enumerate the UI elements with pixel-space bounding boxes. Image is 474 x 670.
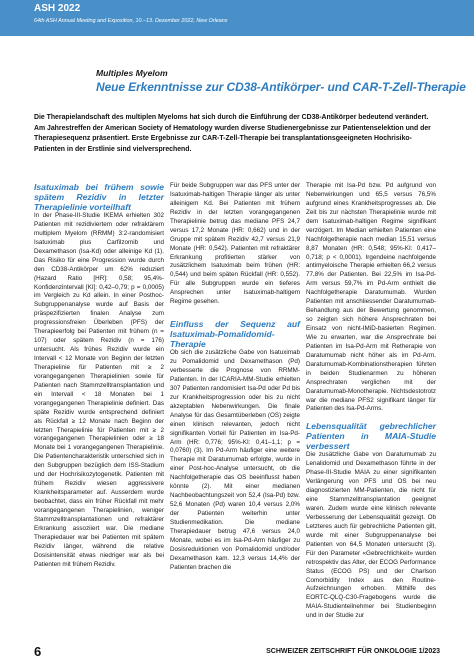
section-heading-lebensqualitaet: Lebensqualität gebrechlicher Patienten in MAIA-Studie verbessert: [306, 421, 436, 452]
header-bar: [0, 0, 474, 36]
column-3-body-2: Die zusätzliche Gabe von Daratumumab zu Lenalidomid und Dexamethason führte in der Phase-III-Studie MAIA zu einer signifikanten Verlängerung von PFS und OS bei neu diagnostizierten MM-Patienten, die nicht für eine Stammzelltransplantation geeignet waren. Zudem wurde eine klinisch relevante Verbesserung der Lebensqualität gezeigt. Ob Letzteres auch für gebrechliche Patienten gilt, wurde mit einer Subgruppenanalyse bei Patienten von 64,5 Monaten untersucht (3). Für den Parameter «Gebrechlichkeit» wurden retrospektiv das Alter, der ECOG Performance Status (ECOG PS) und der Charlson Comorbidity Index aus den Routine-Aufzeichnungen erhoben. Mithilfe des EORTC-QLQ-C30-Fragebogens wurde die MAIA-Studienteilnehmer bei Studienbeginn und in der Studie zur: [306, 451, 436, 620]
section-heading-sequenz: Einfluss der Sequenz auf Isatuximab-Pomalidomid-Therapie: [170, 319, 300, 350]
column-1: [34, 182, 164, 570]
column-2: [170, 182, 300, 573]
page-number: 6: [34, 644, 42, 659]
column-3: [306, 182, 436, 621]
column-3-body-1: Therapie mit Isa-Pd bzw. Pd aufgrund von Nebenwirkungen und 65,5 versus 76,5% aufgrund eines Krankheitsprogresses ab. Die Zeit bis zur nächsten Therapielinie wurde mit dem Isatuximab-haltigen Regime signifikant verzögert. Im Median erhielten Patienten eine Nachfolgetherapie nach median 15,51 versus 8,87 Monaten (HR: 0,548; 95%-KI: 0,417–0,718; p < 0,0001). Irgendeine nachfolgende antimyeloische Therapie erhielten 66,2 versus 77,8% der Patienten. Bei 22,5% im Isa-Pd-Arm versus 59,7% im Pd-Arm enthielt die Nachfolgetherapie Daratumumab. Wurden Patienten mit anschliessender Daratumumab-Behandlung aus der Bewertung genommen, so zeigten sich höhere Ansprechraten bei Einsatz von nicht-IMiD-basierten Regimen. Wie zu erwarten, war die Ansprechrate bei Patienten im Isa-Pd-Arm mit Retherapie von Daratumumab nicht höher als im Pd-Arm. Daratumumab-Kombinationstherapien führten in beiden Studienarmen zu höheren Ansprechraten verglichen mit der Daratumumab-Monotherapie. Nichtsdestotrotz war die mediane PFS2 signifikant länger für Patienten des Isa-Pd-Arms.: [306, 182, 436, 413]
conference-tag: ASH 2022: [34, 3, 81, 14]
column-2-body-1: Für beide Subgruppen war das PFS unter der Isatuximab-haltigen Therapie länger als unter alleinigem Kd. Bei Patienten mit frühem Rezidiv in der letzten vorangegangenen Therapielinie betrug das mediane PFS 24,7 versus 17,2 Monate (HR: 0,662) und in der Gruppe mit spätem Rezidiv 42,7 versus 21,9 Monate (HR: 0,542). Patienten mit refraktärer Erkrankung profitierten stärker von zusätzlichem Isatuximab beim frühen (HR: 0,544) und beim späten Rückfall (HR: 0,552). Für alle Subgruppen wurde ein tieferes Ansprechen unter Isatuximab-haltigem Regime gesehen.: [170, 182, 300, 306]
journal-name: SCHWEIZER ZEITSCHRIFT FÜR ONKOLOGIE 1/2023: [266, 648, 440, 655]
article-title: Neue Erkenntnisse zur CD38-Antikörper- und CAR-T-Zell-Therapie: [96, 80, 466, 94]
article-kicker: Multiples Myelom: [96, 68, 168, 78]
section-heading-isatuximab: Isatuximab bei frühem sowie spätem Rezidiv in letzter Therapielinie vorteilhaft: [34, 182, 164, 212]
column-2-body-2: Ob sich die zusätzliche Gabe von Isatuximab zu Pomalidomid und Dexamethason (Pd) verbesserte die Prognose von RRMM-Patienten. In der ICARIA-MM-Studie erhielten 307 Patienten randomisiert Isa-Pd oder Pd bis zur Krankheitsprogression oder bis zu nicht akzeptablen Nebenwirkungen. Die finale Analyse für das Gesamtüberleben (OS) zeigte einen klinisch relevanten, jedoch nicht signifikanten Vorteil für Patienten im Isa-Pd-Arm (HR: 0,776; 95%-KI: 0,41–1,1; p = 0,0760) (3). Im Pd-Arm häufiger eine weitere Therapie mit Daratumumab erfolgte, wurde in einer Post-hoc-Analyse untersucht, ob die Nachfolgetherapie das OS beeinflusst haben könnte (2). Mit einer medianen Nachbeobachtungszeit von 52,4 (Isa-Pd) bzw. 52,6 Monaten (Pd) waren 10,4 versus 2,0% der Patienten weiterhin unter Studienmedikation. Die mediane Therapiedauer betrug 47,6 versus 24,0 Monate, wobei es im Isa-Pd-Arm häufiger zu Dosisreduktionen von Pomalidomid und/oder Dexamethason kam. 12,3 versus 14,4% der Patienten brachen die: [170, 349, 300, 571]
column-1-body: In der Phase-III-Studie IKEMA erhielten 302 Patienten mit rezidiviertem oder refraktärem multiplem Myelom (RRMM) 3:2-randomisiert Isatuximab plus Carfilzomib und Dexamethason (Isa-Kd) oder alleinige Kd (1). Das Risiko für eine Progression wurde durch den CD38-Antikörper um 62% reduziert (Hazard Ratio [HR]: 0,58; 95,4%-Konfidenzintervall [KI]: 0,42–0,79; p = 0,0005) im Vergleich zu Kd allein. In einer Posthoc-Subgruppenanalyse wurde auf Basis der präspezifizierten finalen Analyse zum progressionsfreien Überleben (PFS) der Therapieerfolg bei Patienten mit frühem (n = 107) oder spätem Rezidiv (n = 176) untersucht. Als frühes Rezidiv wurde ein Intervall < 12 Monate von Beginn der letzten Therapielinie für Patienten mit ≥ 2 vorangegangenen Therapielinien sowie für Patienten nach Stammzelltransplantation und ein Intervall < 18 Monaten bei 1 vorangegangenen Therapielinie definiert. Das späte Rezidiv wurde entsprechend definiert als Rückfall ≥ 12 Monate nach Beginn der letzten Therapielinie für Patienten mit ≥ 2 vorangegangenen Therapielinien oder ≥ 18 Monate bei 1 vorangegangenen Therapielinie. Die Patientencharakteristik unterschied sich in den Subgruppen bezüglich dem ISS-Stadium und der Hochrisikozytogenetik. Patienten mit frühem Rezidiv wiesen aggressivere Krankheitsparameter auf. Ausserdem wurde beobachtet, dass ein früher Rückfall mit mehr vorangegangenen Therapielinien, weniger Stammzelltransplantationen und refraktärer Erkrankung assoziiert war. Die mediane Therapiedauer war bei Patienten mit spätem Rezidiv länger, während die relative Dosisintensität etwas niedriger war als bei Patienten mit frühem Rezidiv.: [34, 212, 164, 568]
conference-subtitle: 64th ASH Annual Meeting and Exposition, 10.–13. Dezember 2022, New Orleans: [34, 18, 228, 24]
article-lead: Die Therapielandschaft des multiplen Myeloms hat sich durch die Einführung der CD38-Antikörper bedeutend verändert. Am Jahrestreffen der American Society of Hematology wurden diverse Studienergebnisse zur Patientenselektion und der Therapiesequenz präsentiert. Erste Ergebnisse zur CAR-T-Zell-Therapie bei transplantationsgeeigneten Hochrisiko-Patienten in der Erstlinie sind vielversprechend.: [34, 114, 431, 153]
